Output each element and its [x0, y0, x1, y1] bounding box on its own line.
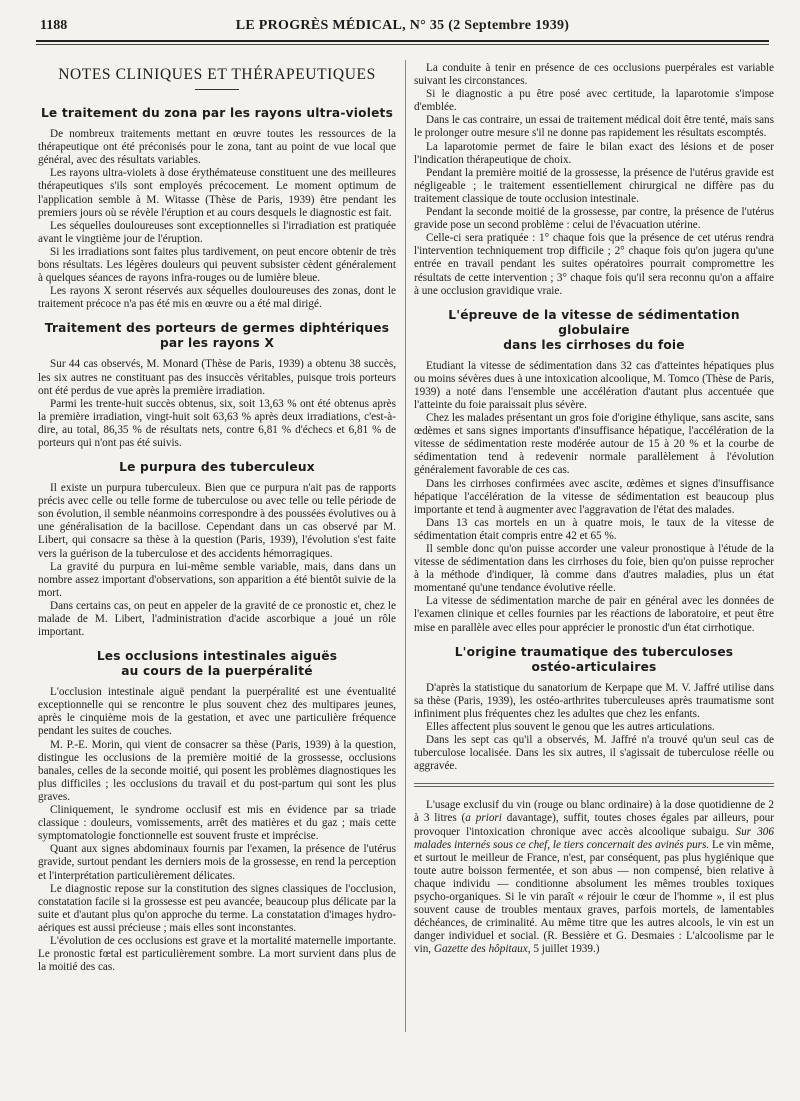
paragraph: Si le diagnostic a pu être posé avec certitude, la laparotomie s'impose d'emblée.	[414, 88, 774, 114]
italic-run: a priori	[465, 812, 502, 825]
paragraph: Chez les malades présentant un gros foie d'origine éthylique, sans ascite, sans œdèmes et sans signes importants d'insuffisance hépatique, l'accélération de la vitesse de sédimentation reste modérée autour de 15 à 20 % et la courbe de sédimentation tend à redevenir normale parallèlement à l'évolution généralement favorable de ces cas.	[414, 412, 774, 477]
left-column	[38, 58, 396, 974]
paragraph: La laparotomie permet de faire le bilan exact des lésions et de poser l'indication thérapeutique de choix.	[414, 140, 774, 166]
page-number: 1188	[40, 18, 68, 33]
paragraph: Dans les cirrhoses confirmées avec ascite, œdèmes et signes d'insuffisance hépatique l'accélération de la vitesse de sédimentation est beaucoup plus importante et tend à augmenter avec l'aggravation de l'état des malades.	[414, 477, 774, 516]
article-sedimentation-body	[414, 360, 774, 635]
text-run: L'usage exclusif du vin (rouge ou blanc ordinaire) à la dose quotidienne de 2 à 3 litres (	[414, 799, 774, 825]
paragraph: Cliniquement, le syndrome occlusif est mis en évidence par sa triade classique : douleurs, vomissements, arrêt des matières et du gaz ; mais cette symptomatologie fonctionnelle est souvent fruste et imprécise.	[38, 804, 396, 843]
article-title-osteo	[414, 645, 774, 675]
article-purpura-body	[38, 482, 396, 639]
paragraph: Celle-ci sera pratiquée : 1° chaque fois que la présence de cet utérus rendra l'intervention techniquement trop difficile ; 2° chaque fois qu'on jugera qu'une entrée en travail pendant les suites opératoires pourrait compromettre les résultats de cette intervention ; 3° chaque fois qu'il sera reconnu qu'on a affaire à une occlusion gravidique vraie.	[414, 232, 774, 297]
header-rule	[36, 40, 769, 42]
header-rule-thin	[36, 44, 769, 45]
running-header	[40, 18, 765, 40]
paragraph: Si les irradiations sont faites plus tardivement, on peut encore obtenir de très bons résultats. Les légères douleurs qui peuvent subsister cèdent généralement à quelques séances de rayons infra-rouges ou de lumière bleue.	[38, 245, 396, 285]
title-rule	[195, 89, 239, 90]
article-osteo-body	[414, 682, 774, 774]
article-diphterie-body	[38, 358, 396, 450]
paragraph: La conduite à tenir en présence de ces occlusions puerpérales est variable suivant les circonstances.	[414, 62, 774, 88]
paragraph: L'occlusion intestinale aiguë pendant la puerpéralité est une éventualité exceptionnelle qui se rencontre le plus souvent chez des multipares jeunes, après le cinquième mois de la gestation, et avec une particulière fréquence pendant les suites de couches.	[38, 686, 396, 738]
paragraph: Il existe un purpura tuberculeux. Bien que ce purpura n'ait pas de rapports précis avec celle ou telle forme de tuberculose ou avec telle ou telle période de son évolution, il semble néanmoins correspondre à des poussées évolutives ou à une généralisation de la bacillose. Cependant dans un cas observé par M. Libert, qui consacre sa thèse à la question (Paris, 1939), l'évolution s'est faite vers la guérison de la tuberculose et des accidents hémorragiques.	[38, 482, 396, 560]
article-occlusions-body	[38, 686, 396, 974]
paragraph: La vitesse de sédimentation marche de pair en général avec les données de l'examen clinique et celles fournies par les réactions de laboratoire, et peut être mise en parallèle avec elles pour apprécier le pronostic d'un état cirrhotique.	[414, 595, 774, 634]
text-run: Le vin même, et surtout le meilleur de France, n'est, par conséquent, pas plus hygiénique que toute autre boisson fermentée, et son abus — non compensé, bien relative à chaque individu — conditionne absolument les mêmes troubles toxiques psycho-organiques. Si le vin paraît « réjouir le cœur de l'homme », il est plus souvent cause de troubles mentaux graves, parfois mortels, de lamentables déchéances, de criminalité. Au même titre que les autres alcools, le vin est un danger individuel et social. (R. Bessière et G. Desmaies : L'alcoolisme par le vin,	[414, 838, 774, 956]
paragraph: Les rayons X seront réservés aux séquelles douloureuses des zonas, dont le traitement précoce n'a pas été mis en œuvre ou a été mal dirigé.	[38, 285, 396, 311]
paragraph: La gravité du purpura en lui-même semble variable, mais, dans dans un nombre assez important d'observations, son apparition a été bientôt suivie de la mort.	[38, 560, 396, 599]
title-line: Les occlusions intestinales aiguës	[96, 649, 338, 664]
paragraph: Pendant la première moitié de la grossesse, la présence de l'utérus gravide est négligeable ; le traitement essentiellement chirurgical ne diffère pas du traitement classique de toute occlusion intestinale.	[414, 166, 774, 205]
text-run: , 5 juillet 1939.)	[527, 943, 600, 956]
running-title: LE PROGRÈS MÉDICAL, N° 35 (2 Septembre 1939)	[235, 18, 570, 33]
article-title-zona: Le traitement du zona par les rayons ultra-violets	[40, 106, 394, 121]
text-run: davantage), suffit, toutes choses égales par ailleurs, pour provoquer l'intoxication chronique avec accès alcoolique subaigu.	[414, 812, 774, 838]
title-line: Traitement des porteurs de germes diphtériques	[44, 321, 390, 336]
paragraph: Pendant la seconde moitié de la grossesse, par contre, la présence de l'utérus gravide pose un second problème : celui de l'évacuation utérine.	[414, 206, 774, 232]
paragraph: De nombreux traitements mettant en œuvre toutes les ressources de la thérapeutique ont été préconisés pour le zona, tant au point de vue local que général, avec des résultats variables.	[38, 128, 396, 167]
article-occlusions-continued	[414, 62, 774, 298]
right-column	[414, 62, 774, 956]
title-line: L'épreuve de la vitesse de sédimentation globulaire	[448, 307, 740, 337]
paragraph: Dans 13 cas mortels en un à quatre mois, le taux de la vitesse de sédimentation était compris entre 42 et 65 %.	[414, 516, 774, 542]
paragraph: L'évolution de ces occlusions est grave et la mortalité maternelle importante. Le pronostic fœtal est particulièrement sombre. La mort survient dans plus de la moitié des cas.	[38, 934, 396, 974]
title-line: L'origine traumatique des tuberculoses	[454, 644, 734, 659]
paragraph: Elles affectent plus souvent le genou que les autres articulations.	[426, 720, 715, 733]
article-title-sedimentation	[414, 308, 774, 353]
article-title-diphterie	[38, 321, 396, 351]
title-line: au cours de la puerpéralité	[121, 664, 313, 679]
paragraph: Les rayons ultra-violets à dose érythémateuse constituent une des meilleures thérapeutiques s'ils sont employés précocement. Le moment optimum de l'application semble à M. Witasse (Thèse de Paris, 1939) être pendant les premiers jours où se révèle l'éruption et au cours desquels le diagnostic est fait.	[38, 167, 396, 219]
paragraph: D'après la statistique du sanatorium de Kerpape que M. V. Jaffré utilise dans sa thèse (Paris, 1939), les ostéo-arthrites tuberculeuses après traumatisme sont infiniment plus fréquentes chez les adultes que chez les enfants.	[414, 681, 774, 720]
article-zona-body	[38, 128, 396, 311]
title-line: par les rayons X	[159, 336, 275, 351]
title-line: dans les cirrhoses du foie	[503, 337, 685, 352]
paragraph: Il semble donc qu'on puisse accorder une valeur pronostique à l'étude de la vitesse de sédimentation dans les cirrhoses du foie, bien qu'on puisse reprocher à la méthode d'indiquer, là comme dans d'autres maladies, plus un état momentané qu'une tendance évolutive réelle.	[414, 543, 774, 595]
article-title-occlusions	[38, 649, 396, 679]
paragraph: Parmi les trente-huit succès obtenus, six, soit 13,63 % ont été obtenus après la première irradiation, vingt-huit soit 63,63 % après deux irradiations, c'est-à-dire, au total, 86,35 % de résultats nets, contre 6,81 % d'échecs et 6,81 % de porteurs qui n'ont pas été suivis.	[38, 397, 396, 449]
title-line: ostéo-articulaires	[531, 659, 657, 674]
paragraph: Etudiant la vitesse de sédimentation dans 32 cas d'atteintes hépatiques plus ou moins sévères dues à une intoxication alcoolique, M. Tomco (Thèse de Paris, 1939) a noté dans l'ensemble une accélération d'autant plus accentuée que l'atteinte du foie paraissait plus sévère.	[414, 359, 774, 411]
paragraph: Les séquelles douloureuses sont exceptionnelles si l'irradiation est pratiquée avant le vingtième jour de l'éruption.	[38, 219, 396, 245]
paragraph: Le diagnostic repose sur la constitution des signes classiques de l'occlusion, constatation facile si la grossesse est peu avancée, beaucoup plus délicate par la suite et d'autant plus qu'on approche du terme. La constatation d'images hydro-aériques est aussi précieuse ; mais elles sont inconstantes.	[38, 882, 396, 934]
paragraph: Dans certains cas, on peut en appeler de la gravité de ce pronostic et, chez le malade de M. Libert, l'administration d'acide ascorbique a joué un rôle important.	[38, 599, 396, 639]
italic-run: Gazette des hôpitaux	[433, 943, 528, 956]
note-vin	[414, 799, 774, 956]
section-separator	[414, 783, 774, 787]
paragraph: Sur 44 cas observés, M. Monard (Thèse de Paris, 1939) a obtenu 38 succès, les six autres ne constituant pas des insuccès véritables, puisque trois porteurs ont été perdus de vue après la première irradiation.	[38, 358, 396, 397]
column-divider	[405, 60, 406, 1032]
paragraph: Quant aux signes abdominaux fournis par l'examen, la présence de l'utérus gravide, surtout pendant les derniers mois de la grossesse, en rend la perception et l'interprétation particulièrement délicates.	[38, 843, 396, 882]
italic-run: Sur 306 malades internés sous ce chef, le tiers concernait des avinés purs.	[414, 825, 774, 851]
section-title: NOTES CLINIQUES ET THÉRAPEUTIQUES	[58, 66, 376, 83]
paragraph: M. P.-E. Morin, qui vient de consacrer sa thèse (Paris, 1939) à la question, distingue les occlusions de la première moitié de la grossesse, occlusions banales, celles de la seconde moitié, qui posent les problèmes diagnostiques les plus difficiles ; les occlusions du travail et du post-partum qui sont les plus graves.	[38, 738, 396, 803]
paragraph	[414, 799, 774, 956]
paragraph: Dans les sept cas qu'il a observés, M. Jaffré n'a trouvé qu'un seul cas de tuberculose localisée. Dans les six autres, il s'agissait de tuberculose réelle ou aggravée.	[414, 734, 774, 773]
article-title-purpura: Le purpura des tuberculeux	[119, 460, 315, 475]
paragraph: Dans le cas contraire, un essai de traitement médical doit être tenté, mais sans le prolonger outre mesure s'il ne donne pas rapidement les résultats escomptés.	[414, 114, 774, 140]
